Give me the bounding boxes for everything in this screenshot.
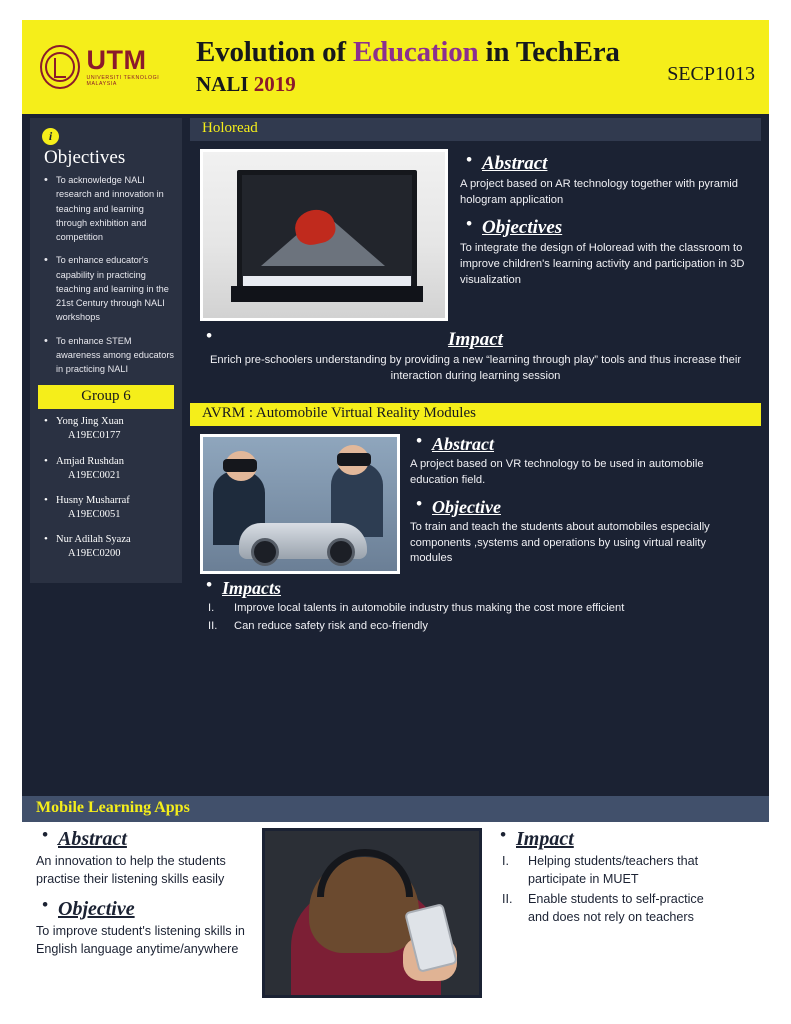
avrm-impacts-head: • Impacts [200, 578, 751, 599]
mobile-objective-body: To improve student's listening skills in English language anytime/anywhere [36, 924, 245, 956]
list-marker: II. [208, 619, 218, 632]
avrm-panel [190, 426, 761, 647]
list-item: • To acknowledge NALI research and innovation in teaching and learning through exhibition and competition [38, 173, 174, 244]
page-title [196, 37, 667, 68]
section-avrm [190, 403, 761, 647]
member-name: Amjad Rushdan [56, 455, 124, 467]
group-label: Group 6 [38, 385, 174, 409]
page-subtitle [196, 72, 667, 97]
list-text: Enable students to self-practice and does not rely on teachers [528, 891, 704, 924]
list-text: Improve local talents in automobile industry thus making the cost more efficient [234, 601, 625, 614]
list-item [38, 533, 174, 561]
member-id: A19EC0021 [68, 469, 121, 481]
list-item [200, 619, 751, 635]
poster-header [22, 20, 769, 114]
course-code: SECP1013 [667, 63, 755, 85]
avrm-objective-head: • Objective [410, 497, 751, 518]
subtitle-year: 2019 [253, 72, 296, 97]
avrm-objective-body: To train and teach the students about automobiles especially components ,systems and operations by using virtual reality modules [410, 520, 710, 565]
list-item [200, 601, 751, 617]
mobile-impacts-list [494, 853, 709, 927]
list-item [494, 891, 709, 927]
avrm-title: AVRM : Automobile Virtual Reality Modules [190, 403, 761, 426]
headphones-icon [317, 849, 413, 897]
holoread-impact-body: Enrich pre-schoolers understanding by providing a new “learning through play” tools and thus increase their interaction during learning session [209, 354, 742, 382]
section-holoread [190, 118, 761, 395]
mobile-objective-head: • Objective [36, 898, 250, 921]
list-text: Can reduce safety risk and eco-friendly [234, 619, 429, 632]
car-shape [239, 523, 367, 559]
list-item: • To enhance educator's capability in practicing teaching and learning in the 21st Century through NALI workshops [38, 253, 174, 324]
title-block [180, 37, 667, 97]
list-item: • To enhance STEM awareness among educators in practicing NALI [38, 334, 174, 377]
avrm-image [200, 434, 400, 574]
title-highlight: Education [352, 35, 479, 68]
holoread-panel [190, 141, 761, 395]
poster-inner [22, 20, 769, 1006]
mobile-impact-head: • Impact [494, 828, 709, 851]
poster-body [22, 114, 769, 796]
mobile-title: Mobile Learning Apps [22, 796, 769, 822]
member-name: Nur Adilah Syaza [56, 534, 131, 546]
vr-headset-icon [337, 453, 371, 466]
group-member-list [38, 415, 174, 561]
list-text: Helping students/teachers that participate in MUET [528, 854, 699, 886]
holoread-objectives-body: To integrate the design of Holoread with the classroom to improve children's learning activity and participation in 3D visualization [460, 241, 745, 286]
title-part1: Evolution of [196, 35, 353, 68]
holoread-impact-head: • Impact [200, 329, 751, 351]
member-id: A19EC0177 [68, 430, 121, 442]
subtitle-text: NALI [196, 72, 254, 97]
member-id: A19EC0051 [68, 509, 121, 521]
section-mobile-learning [22, 796, 769, 1006]
holoread-abstract-body: A project based on AR technology together with pyramid hologram application [460, 178, 738, 206]
holoread-title: Holoread [190, 118, 761, 141]
list-marker: I. [502, 854, 509, 868]
holoread-objectives-head: • Objectives [460, 217, 751, 239]
utm-seal-icon [40, 45, 80, 89]
sidebar [30, 118, 182, 796]
avrm-abstract-body: A project based on VR technology to be used in automobile education field. [410, 457, 704, 486]
list-item [38, 415, 174, 443]
list-marker: I. [208, 601, 215, 614]
avrm-impacts-list [200, 601, 751, 635]
utm-subtext: UNIVERSITI TEKNOLOGI MALAYSIA [86, 75, 160, 87]
sidebar-objectives-list [38, 173, 174, 376]
title-part2: in TechEra [478, 35, 620, 68]
list-item [38, 494, 174, 522]
info-icon: i [42, 128, 59, 145]
main-content [190, 118, 761, 796]
sidebar-objectives-title: Objectives [44, 147, 126, 168]
avrm-abstract-head: • Abstract [410, 434, 751, 455]
vr-headset-icon [223, 459, 257, 472]
utm-acronym: UTM [86, 45, 147, 76]
member-name: Yong Jing Xuan [56, 416, 124, 428]
list-item [38, 455, 174, 483]
list-marker: II. [502, 891, 513, 906]
mobile-abstract-head: • Abstract [36, 828, 250, 851]
mobile-abstract-body: An innovation to help the students practise their listening skills easily [36, 854, 226, 886]
holoread-abstract-head: • Abstract [460, 153, 751, 175]
member-id: A19EC0200 [68, 548, 121, 560]
list-item [494, 853, 709, 889]
mobile-learning-image [262, 828, 482, 998]
holoread-image [200, 149, 448, 321]
utm-logo [40, 45, 180, 89]
sidebar-panel [30, 118, 182, 583]
member-name: Husny Musharraf [56, 494, 130, 506]
